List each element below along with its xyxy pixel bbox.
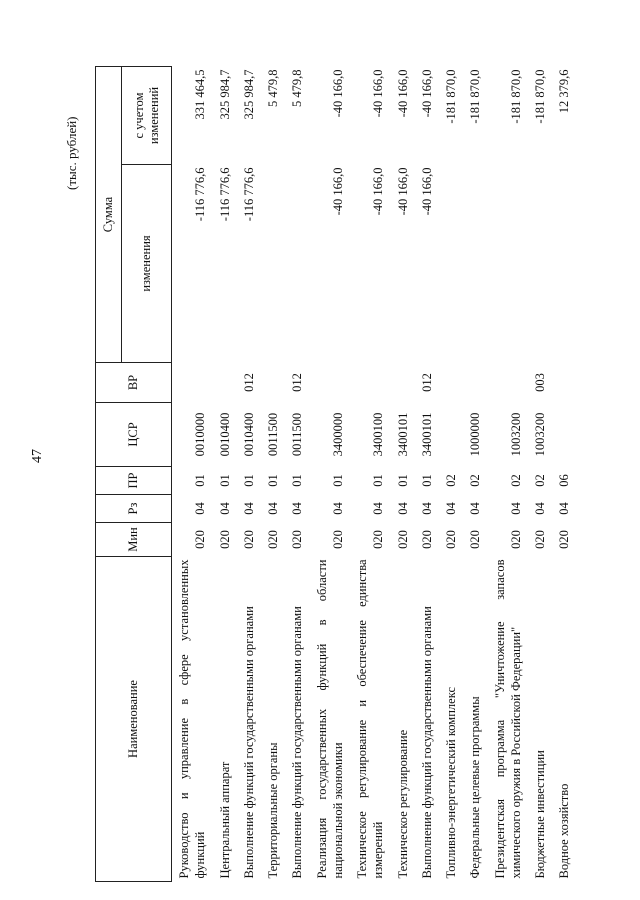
row-name: [415, 557, 439, 882]
budget-table: [95, 66, 577, 882]
row-pr: 02: [468, 474, 483, 487]
row-total: 325 984,7: [217, 69, 232, 120]
row-min: 020: [508, 530, 523, 549]
row-total: -181 870,0: [468, 69, 483, 124]
row-total: -40 166,0: [419, 69, 434, 118]
row-csr: 1000000: [468, 412, 483, 457]
row-change: [463, 165, 487, 363]
row-change: -116 776,6: [241, 167, 256, 222]
row-pr: 02: [533, 474, 547, 487]
row-name-line-1: Выполнение функций государственными органами: [419, 606, 434, 879]
table-row: [350, 67, 391, 882]
row-csr: 1003200: [508, 412, 523, 457]
row-pr: 02: [508, 474, 523, 487]
row-pr: 01: [419, 474, 434, 487]
row-rz: 04: [468, 502, 483, 515]
row-change: [528, 165, 552, 363]
row-name-line-1: Реализация государственных функций в области: [314, 559, 329, 879]
row-total: -181 870,0: [444, 69, 458, 124]
row-csr: 3400101: [419, 412, 434, 457]
row-pr: 01: [371, 474, 386, 487]
row-total: 331 464,5: [193, 69, 208, 120]
row-min: 020: [266, 530, 280, 549]
row-total: -40 166,0: [395, 69, 410, 118]
table-row: [552, 67, 576, 882]
row-vr: [463, 363, 487, 403]
header-pr: ПР: [96, 467, 172, 495]
row-name: [310, 557, 351, 882]
row-total: -40 166,0: [330, 69, 345, 118]
row-min: 020: [533, 530, 547, 549]
row-name: [261, 557, 285, 882]
unit-note: (тыс. рублей): [64, 116, 79, 190]
row-name: [528, 557, 552, 882]
row-vr: 012: [290, 373, 305, 392]
row-rz: 04: [330, 502, 345, 515]
header-sum: Сумма: [96, 67, 122, 363]
row-name-line-1: Президентская программа "Уничтожение запасов: [492, 559, 507, 879]
row-name-line-1: Территориальные органы: [266, 742, 280, 879]
table-row: [237, 67, 261, 882]
header-with-changes: с учетом изменений: [122, 67, 172, 165]
row-csr: 0010000: [193, 412, 208, 457]
header-name: Наименование: [96, 557, 172, 882]
row-csr: 1003200: [533, 412, 547, 457]
row-csr: 0011500: [266, 412, 280, 457]
table-row: [261, 67, 285, 882]
row-name-line-2: функций: [193, 831, 208, 879]
header-rz: Рз: [96, 495, 172, 523]
table-row: [285, 67, 309, 882]
row-pr: 02: [444, 474, 458, 487]
row-rz: 04: [444, 502, 458, 515]
row-vr: [552, 363, 576, 403]
row-name-line-2: химического оружия в Российской Федерации": [508, 626, 523, 879]
row-rz: 04: [241, 502, 256, 515]
table-row: [213, 67, 237, 882]
header-vr: ВР: [96, 363, 172, 403]
row-name-line-1: Водное хозяйство: [557, 783, 572, 879]
row-name-line-1: Федеральные целевые программы: [468, 696, 483, 879]
table-row: [528, 67, 552, 882]
row-min: 020: [290, 530, 305, 549]
row-rz: 04: [266, 502, 280, 515]
row-min: 020: [241, 530, 256, 549]
page-number: 47: [30, 449, 45, 463]
table-row: [172, 67, 213, 882]
row-csr: 0010400: [241, 412, 256, 457]
row-total: -181 870,0: [508, 69, 523, 124]
row-name-line-1: Техническое регулирование: [395, 729, 410, 879]
row-csr: 3400101: [395, 412, 410, 457]
row-name-line-1: Центральный аппарат: [217, 761, 232, 879]
row-change: [552, 165, 576, 363]
row-change: [488, 165, 529, 363]
row-rz: 04: [290, 502, 305, 515]
row-pr: 01: [266, 474, 280, 487]
row-change: -116 776,6: [217, 167, 232, 222]
row-rz: 04: [193, 502, 208, 515]
row-total: 325 984,7: [241, 69, 256, 120]
row-name: [439, 557, 463, 882]
header-min: Мин: [96, 523, 172, 557]
row-total: 5 479,8: [266, 69, 280, 107]
row-vr: [261, 363, 285, 403]
row-total: 5 479,8: [290, 69, 305, 107]
row-total: -181 870,0: [533, 69, 547, 124]
row-name-line-1: Бюджетные инвестиции: [533, 750, 547, 879]
table-row: [488, 67, 529, 882]
row-vr: 003: [533, 373, 547, 392]
row-change: -40 166,0: [419, 167, 434, 216]
row-pr: 01: [193, 474, 208, 487]
row-name-line-1: Выполнение функций государственными органами: [241, 606, 256, 879]
row-name: [285, 557, 309, 882]
row-vr: [172, 363, 213, 403]
row-change: -116 776,6: [193, 167, 208, 222]
row-vr: [439, 363, 463, 403]
row-min: 020: [371, 530, 386, 549]
row-name: [391, 557, 415, 882]
row-name: [172, 557, 213, 882]
row-change: -40 166,0: [395, 167, 410, 216]
table-row: [439, 67, 463, 882]
row-name-line-2: измерений: [371, 821, 386, 879]
row-vr: [350, 363, 391, 403]
row-name-line-1: Выполнение функций государственными органами: [290, 606, 305, 879]
row-total: 12 379,6: [557, 69, 572, 114]
row-name-line-1: Топливно-энергетический комплекс: [444, 687, 458, 879]
row-name: [213, 557, 237, 882]
row-name: [350, 557, 391, 882]
row-pr: 01: [241, 474, 256, 487]
row-csr: [552, 403, 576, 467]
row-pr: 01: [217, 474, 232, 487]
row-rz: 04: [217, 502, 232, 515]
row-change: [285, 165, 309, 363]
row-rz: 04: [557, 502, 572, 515]
table-row: [463, 67, 487, 882]
table-row: [415, 67, 439, 882]
row-csr: 3400000: [330, 412, 345, 457]
row-csr: 3400100: [371, 412, 386, 457]
row-rz: 04: [533, 502, 547, 515]
row-min: 020: [395, 530, 410, 549]
row-vr: 012: [241, 373, 256, 392]
header-csr: ЦСР: [96, 403, 172, 467]
row-pr: 01: [330, 474, 345, 487]
row-rz: 04: [371, 502, 386, 515]
header-changes: изменения: [122, 165, 172, 363]
row-change: -40 166,0: [330, 167, 345, 216]
row-vr: [213, 363, 237, 403]
row-vr: [391, 363, 415, 403]
row-pr: 01: [290, 474, 305, 487]
table-row: [310, 67, 351, 882]
row-total: -40 166,0: [371, 69, 386, 118]
row-min: 020: [557, 530, 572, 549]
row-vr: 012: [419, 373, 434, 392]
row-min: 020: [193, 530, 208, 549]
row-name: [552, 557, 576, 882]
row-change: [261, 165, 285, 363]
row-pr: 06: [557, 474, 572, 487]
table-row: [391, 67, 415, 882]
row-min: 020: [468, 530, 483, 549]
row-name-line-1: Руководство и управление в сфере установленных: [177, 559, 191, 879]
row-min: 020: [330, 530, 345, 549]
row-name-line-1: Техническое регулирование и обеспечение единства: [355, 559, 369, 879]
row-csr: 0011500: [290, 412, 305, 457]
row-vr: [488, 363, 529, 403]
row-name: [463, 557, 487, 882]
row-change: -40 166,0: [371, 167, 386, 216]
row-min: 020: [419, 530, 434, 549]
row-pr: 01: [395, 474, 410, 487]
row-change: [439, 165, 463, 363]
row-rz: 04: [419, 502, 434, 515]
row-vr: [310, 363, 351, 403]
row-min: 020: [217, 530, 232, 549]
row-name: [488, 557, 529, 882]
row-name-line-2: национальной экономики: [330, 742, 345, 879]
row-min: 020: [444, 530, 458, 549]
row-csr: 0010400: [217, 412, 232, 457]
row-name: [237, 557, 261, 882]
row-rz: 04: [395, 502, 410, 515]
row-rz: 04: [508, 502, 523, 515]
row-csr: [439, 403, 463, 467]
